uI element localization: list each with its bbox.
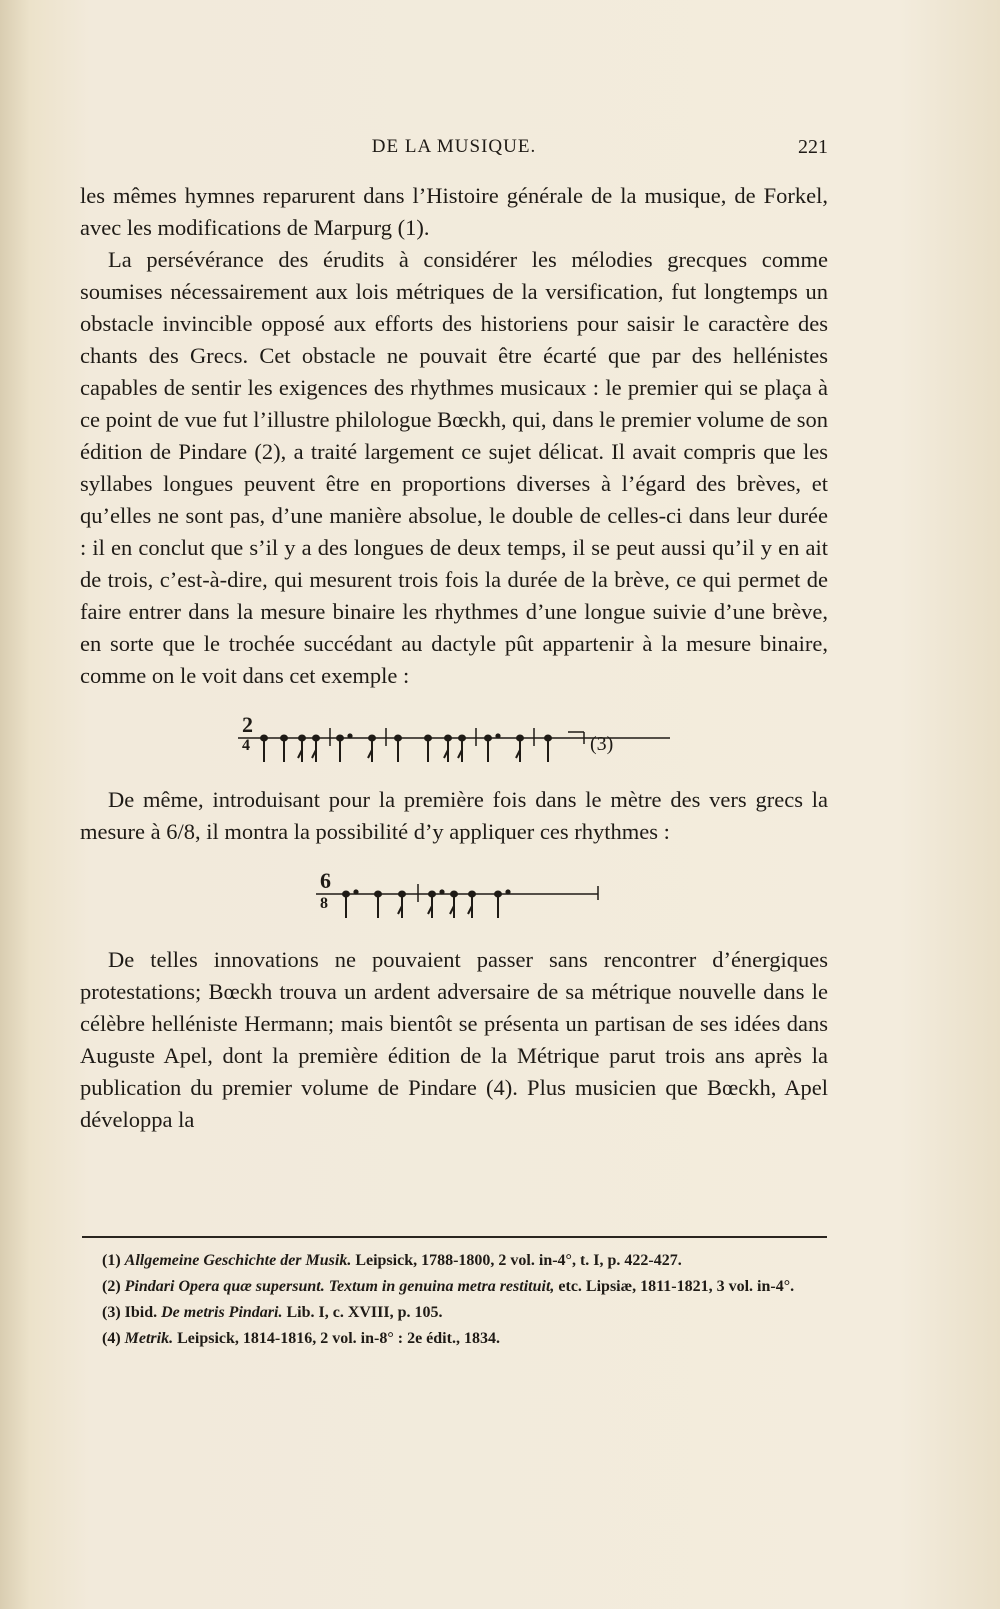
music-example-2 — [80, 848, 828, 944]
paragraph-3: De même, introduisant pour la première fois dans le mètre des vers grecs la mesure à 6/8, il montra la possibilité d’y appliquer ces rhythmes : — [80, 787, 828, 844]
rhythm-notation-2-4 — [238, 710, 698, 790]
page-number: 221 — [798, 136, 828, 158]
footnotes — [80, 1249, 828, 1353]
paragraph-4: De telles innovations ne pouvaient passer sans rencontrer d’énergiques protestations; Bœckh trouva un ardent adversaire de sa métrique nouvelle dans le célèbre helléniste Hermann; mais bientôt se présenta un partisan de ses idées dans Auguste Apel, dont la première édition de la Métrique parut trois ans après la publication du premier volume de Pindare (4). Plus musicien que Bœckh, Apel développa la — [80, 947, 828, 1132]
footnote-1: (1) Allgemeine Geschichte der Musik. Leipsick, 1788-1800, 2 vol. in-4°, t. I, p. 422-427. — [102, 1252, 682, 1269]
time-signature-top: 6 — [320, 868, 331, 893]
main-text — [80, 180, 828, 1136]
music-example-1 — [80, 692, 828, 784]
paragraph-2: La persévérance des érudits à considérer les mélodies grecques comme soumises nécessairement aux lois métriques de la versification, fut longtemps un obstacle invincible opposé aux efforts des historiens pour saisir le caractère des chants des Grecs. Cet obstacle ne pouvait être écarté que par des hellénistes capables de sentir les exigences des rhythmes musicaux : le premier qui se plaça à ce point de vue fut l’illustre philologue Bœckh, qui, dans le premier volume de son édition de Pindare (2), a traité largement ce sujet délicat. Il avait compris que les syllabes longues peuvent être en proportions diverses à l’égard des brèves, et qu’elles ne sont pas, d’une manière absolue, le double de celles-ci dans leur durée : il en conclut que s’il y a des longues de deux temps, il se peut aussi qu’il y en ait de trois, c’est-à-dire, qui mesurent trois fois la durée de la brève, ce qui permet de faire entrer dans la mesure binaire les rhythmes d’une longue suivie d’une brève, en sorte que le trochée succédant au dactyle pût appartenir à la mesure binaire, comme on le voit dans cet exemple : — [80, 247, 828, 688]
footnote-rule — [82, 1236, 827, 1238]
time-signature-top: 2 — [242, 712, 253, 737]
rhythm-notation-6-8 — [316, 866, 636, 946]
footnote-ref-3: (3) — [590, 733, 614, 755]
time-signature-bottom: 8 — [320, 895, 328, 912]
page-header — [80, 136, 828, 166]
footnote-2: (2) Pindari Opera quæ supersunt. Textum in genuina metra restituit, etc. Lipsiæ, 1811-1821, 3 vol. in-4°. — [102, 1278, 795, 1295]
footnote-3: (3) Ibid. De metris Pindari. Lib. I, c. XVIII, p. 105. — [102, 1304, 443, 1321]
time-signature-bottom: 4 — [242, 737, 250, 754]
paragraph-1: les mêmes hymnes reparurent dans l’Histoire générale de la musique, de Forkel, avec les modifications de Marpurg (1). — [80, 183, 828, 240]
running-head: DE LA MUSIQUE. — [371, 136, 537, 157]
footnote-4: (4) Metrik. Leipsick, 1814-1816, 2 vol. in-8° : 2e édit., 1834. — [102, 1330, 500, 1347]
